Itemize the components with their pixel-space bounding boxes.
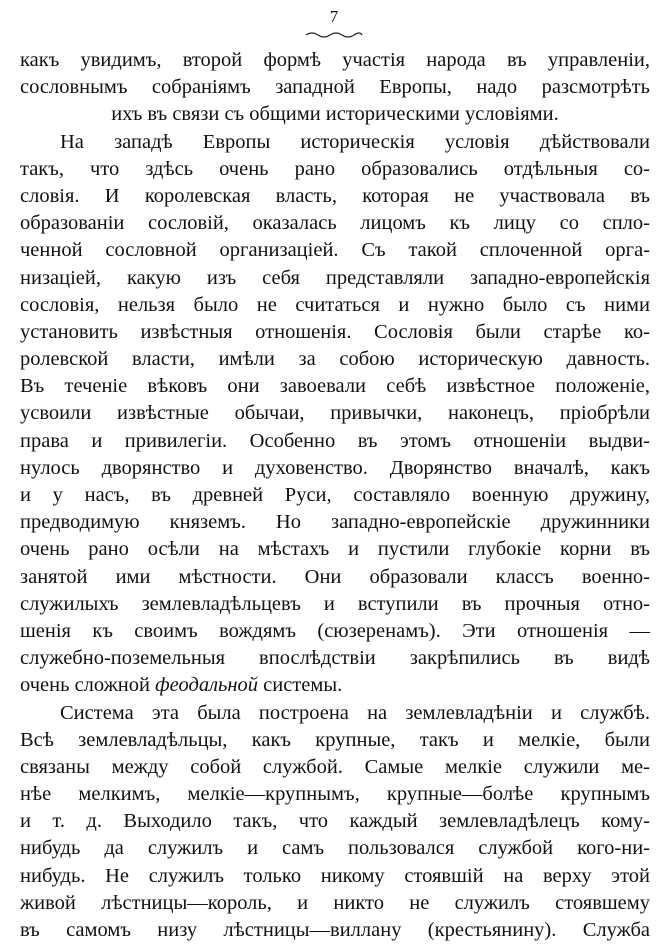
text-line: права и привилегіи. Особенно въ этомъ отношеніи выдви- <box>20 429 650 452</box>
text-line: связаны между собой службой. Самые мелкіе служили ме- <box>20 755 650 778</box>
text-line: ролевской власти, имѣли за собою историческую давность. <box>20 348 650 371</box>
text-run: системы. <box>258 674 343 697</box>
page-number: 7 <box>329 7 339 26</box>
text-line: нѣе мелкимъ, мелкіе—крупнымъ, крупные—болѣе крупнымъ <box>20 783 650 806</box>
text-line: усвоили извѣстные обычаи, привычки, наконецъ, пріобрѣли <box>20 402 650 425</box>
text-line: живой лѣстницы—король, и никто не служилъ стоявшему <box>20 891 650 914</box>
text-line: низаціей, какую изъ себя представляли западно-европейскія <box>20 266 650 289</box>
text-run: очень сложной <box>20 674 156 697</box>
text-line-last <box>20 672 650 699</box>
body-text <box>20 47 650 944</box>
text-line: установить извѣстныя отношенія. Сословія были старѣе ко- <box>20 320 650 343</box>
text-line: шенія къ своимъ вождямъ (сюзеренамъ). Эти отношенія — <box>20 619 650 642</box>
text-line: сословнымъ собраніямъ западной Европы, надо разсмотрѣть <box>20 76 650 99</box>
text-line: занятой ими мѣстности. Они образовали классъ военно- <box>20 565 650 588</box>
text-line: словія. И королевская власть, которая не участвовала въ <box>20 184 650 207</box>
text-line: Всѣ землевладѣльцы, какъ крупные, такъ и мелкіе, были <box>20 728 650 751</box>
text-line: такъ, что здѣсь очень рано образовались отдѣльныя со- <box>20 157 650 180</box>
text-line: образованіи сословій, оказалась лицомъ къ лицу со спло- <box>20 212 650 235</box>
text-line: сословія, нельзя было не считаться и нужно было съ ними <box>20 293 650 316</box>
text-line: и т. д. Выходило такъ, что каждый землевладѣлецъ кому- <box>20 810 650 833</box>
text-line: какъ увидимъ, второй формѣ участія народа въ управленіи, <box>20 49 650 71</box>
text-line: въ самомъ низу лѣстницы—виллану (крестьянину). Служба <box>20 919 650 941</box>
text-line: служебно-поземельныя впослѣдствіи закрѣпились въ видѣ <box>20 647 650 670</box>
text-line: Въ теченіе вѣковъ они завоевали себѣ извѣстное положеніе, <box>20 375 650 398</box>
text-line: очень рано осѣли на мѣстахъ и пустили глубокіе корни въ <box>20 538 650 561</box>
text-line: и у насъ, въ древней Руси, составляло военную дружину, <box>20 484 650 506</box>
text-line: нибудь. Не служилъ только никому стоявшій на верху этой <box>20 864 650 887</box>
text-line: На западѣ Европы историческія условія дѣйствовали <box>60 130 650 153</box>
text-line: Система эта была построена на землевладѣніи и службѣ. <box>60 701 650 724</box>
text-line: ихъ въ связи съ общими историческими условіями. <box>111 103 559 126</box>
ornament-rule <box>304 30 364 40</box>
text-line: предводимую княземъ. Но западно-европейскіе дружинники <box>20 511 650 534</box>
text-line: нибудь да служилъ и самъ пользовался службой кого-ни- <box>20 837 650 860</box>
emphasis-word: феодальной <box>155 674 259 697</box>
text-line: нулось дворянство и духовенство. Дворянство вначалѣ, какъ <box>20 456 650 479</box>
text-line: ченной сословной организаціей. Съ такой сплоченной орга- <box>20 239 650 262</box>
text-line: служилыхъ землевладѣльцевъ и вступили въ прочныя отно- <box>20 592 650 615</box>
